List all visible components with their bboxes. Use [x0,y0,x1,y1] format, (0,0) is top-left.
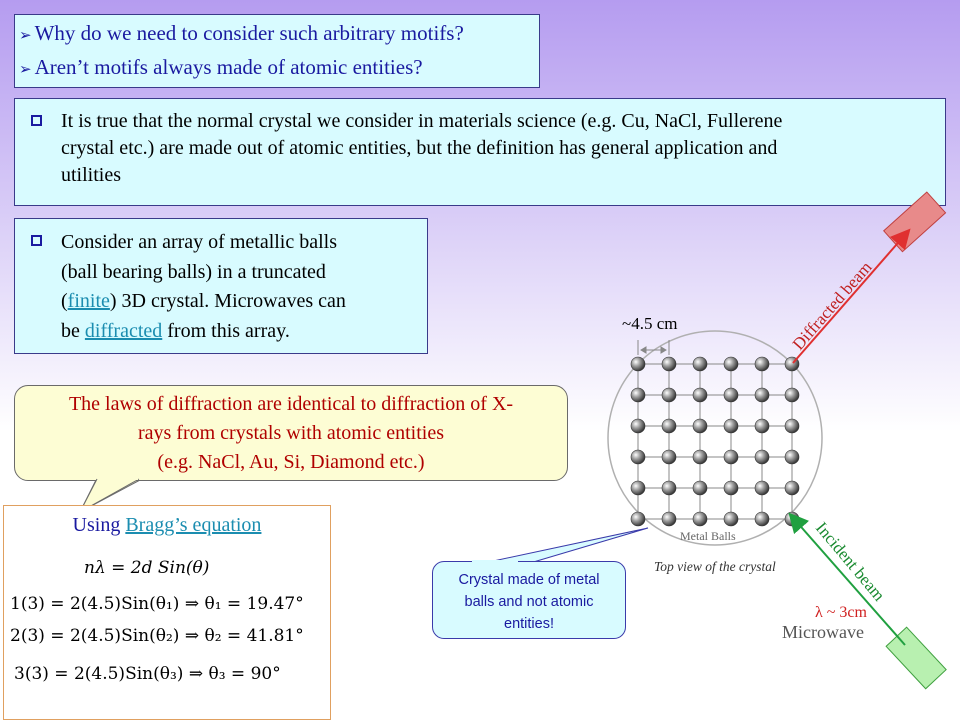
bragg-equation: 1(3) = 2(4.5)Sin(θ₁) ⇒ θ₁ = 19.47° [10,594,304,614]
consider-line: (ball bearing balls) in a truncated [61,260,326,283]
metal-balls-label: Metal Balls [680,529,736,543]
text-fragment: be [61,319,85,342]
finite-link[interactable]: finite [67,290,110,312]
bragg-equation-link[interactable]: Bragg’s equation [125,514,262,536]
laws-line: rays from crystals with atomic entities [137,422,445,444]
laws-line: (e.g. NaCl, Au, Si, Diamond etc.) [157,451,425,473]
callout-line: entities! [504,616,554,632]
text-fragment: from this array. [162,319,290,342]
text-fragment: ) 3D crystal. Microwaves can [109,290,346,312]
callout-line: balls and not atomic [464,594,594,610]
arrow-bullet-icon: ➢ [19,28,32,44]
statement-line: utilities [61,164,121,186]
bragg-general-equation: nλ = 2d Sin(θ) [84,558,210,578]
incident-beam-label: Incident beam [811,518,889,605]
microwave-label: Microwave [782,622,864,642]
text-fragment: Using [72,514,126,536]
arrow-bullet-icon: ➢ [19,62,32,78]
statement-line: It is true that the normal crystal we consider in materials science (e.g. Cu, NaCl, Fullerene [61,110,783,132]
question-2-text: Aren’t motifs always made of atomic entities? [34,55,423,79]
diffracted-beam-label: Diffracted beam [788,257,876,354]
callout-line: Crystal made of metal [458,572,600,588]
bragg-equation: 3(3) = 2(4.5)Sin(θ₃) ⇒ θ₃ = 90° [14,664,281,684]
crystal-caption: Top view of the crystal [654,559,776,574]
question-1-text: Why do we need to consider such arbitrary motifs? [34,21,464,45]
bragg-equation: 2(3) = 2(4.5)Sin(θ₂) ⇒ θ₂ = 41.81° [10,626,304,646]
wavelength-label: λ ~ 3cm [815,604,867,621]
diffracted-link[interactable]: diffracted [84,319,163,342]
statement-line: crystal etc.) are made out of atomic entities, but the definition has general application and [61,137,778,159]
consider-line: Consider an array of metallic balls [61,231,338,253]
text-fragment: ( [61,290,68,312]
laws-line: The laws of diffraction are identical to diffraction of X- [68,393,514,415]
spacing-label: ~4.5 cm [622,314,678,333]
